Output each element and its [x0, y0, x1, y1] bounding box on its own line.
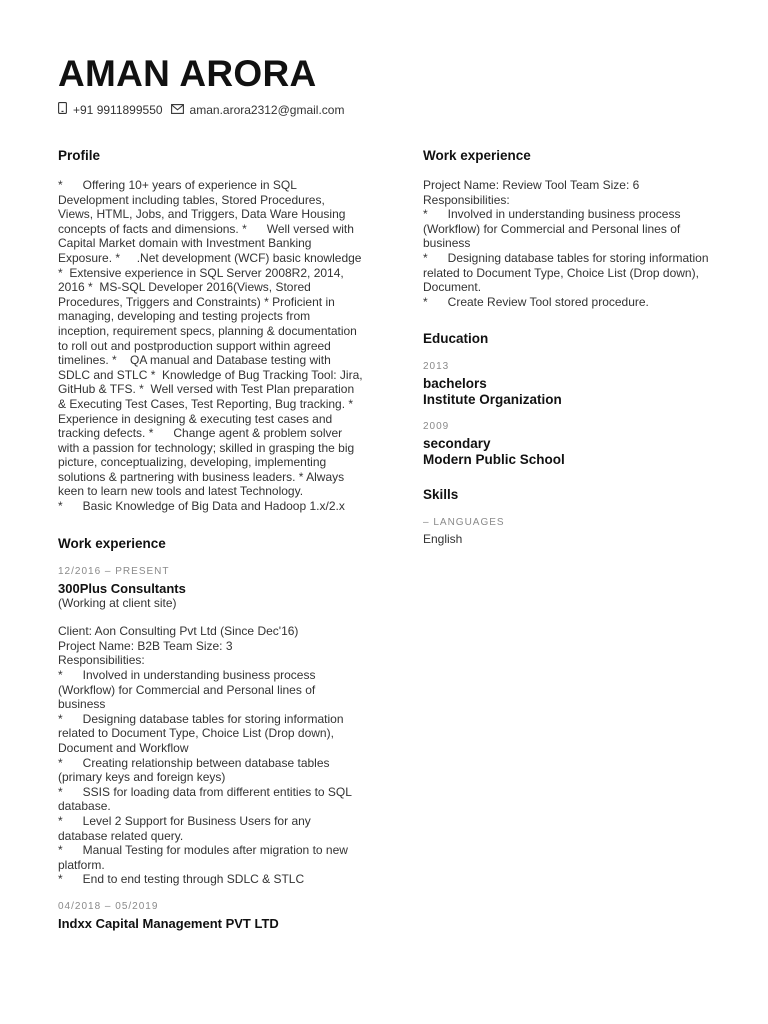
job-entry [58, 901, 363, 931]
job-subtitle: (Working at client site) [58, 595, 177, 610]
phone-number[interactable]: +91 9911899550 [73, 102, 163, 117]
education-year: 2009 [423, 421, 450, 433]
education-degree: bachelors [423, 376, 487, 392]
education-degree: secondary [423, 436, 491, 452]
education-school: Modern Public School [423, 451, 565, 467]
work-experience-heading: Work experience [58, 535, 166, 551]
skills-category: – LANGUAGES [423, 517, 505, 529]
mail-icon [171, 103, 184, 118]
job-entry [58, 566, 363, 887]
job-dates: 04/2018 – 05/2019 [58, 900, 159, 912]
skills-value: English [423, 532, 463, 547]
skills-heading: Skills [423, 487, 459, 503]
candidate-name: AMAN ARORA [58, 53, 317, 94]
email-item [171, 103, 345, 118]
education-year: 2013 [423, 361, 450, 373]
email-address[interactable]: aman.arora2312@gmail.com [189, 102, 345, 117]
education-heading: Education [423, 331, 489, 347]
work-experience-continued-heading: Work experience [423, 148, 531, 163]
phone-item [58, 102, 163, 118]
right-column [423, 148, 723, 547]
job-company: 300Plus Consultants [58, 580, 186, 596]
profile-text: * Offering 10+ years of experience in SQL Development including tables, Stored Procedures, Views, HTML, Jobs, and Triggers, Data Ware Housing concepts of facts and dimensions. * Well versed with Capital Market domain with Investment Banking Exposure. * .Net development (WCF) basic knowledge * Extensive experience in SQL Server 2008R2, 2014, 2016 * MS-SQL Developer 2016(Views, Stored Procedures, Triggers and Constraints) * Proficient in managing, developing and testing projects from inception, requirement specs, planning & documentation to roll out and postproduction support within agreed timelines. * QA manual and Database testing with SDLC and STLC * Knowledge of Bug Tracking Tool: Jira, GitHub & TFS. * Well versed with Test Plan preparation & Executing Test Cases, Test Reporting, Bug tracking. * Experience in designing & executing test cases and tracking defects. * Change agent & problem solver with a passion for technology; skilled in grasping the big picture, conceptualizing, developing, implementing solutions & partnering with business leaders. * Always keen to learn new tools and latest Technology. * Basic Knowledge of Big Data and Hadoop 1.x/2.x [58, 178, 363, 514]
left-column [58, 148, 363, 945]
phone-icon [58, 102, 67, 118]
education-school: Institute Organization [423, 391, 562, 407]
job-description: Client: Aon Consulting Pvt Ltd (Since Dec'16) Project Name: B2B Team Size: 3 Responsibilities: * Involved in understanding business process (Workflow) for Commercial and Personal lines of business * Designing database tables for storing information related to Document Type, Choice List (Drop down), Document and Workflow * Creating relationship between database tables (primary keys and foreign keys) * SSIS for loading data from different entities to SQL database. * Level 2 Support for Business Users for any database related query. * Manual Testing for modules after migration to new platform. * End to end testing through SDLC & STLC [58, 624, 352, 887]
job-company: Indxx Capital Management PVT LTD [58, 915, 279, 931]
education-entry [423, 361, 723, 407]
profile-heading: Profile [58, 148, 101, 163]
job-dates: 12/2016 – PRESENT [58, 565, 170, 577]
work-continued-description: Project Name: Review Tool Team Size: 6 Responsibilities: * Involved in understanding business process (Workflow) for Commercial and Personal lines of business * Designing database tables for storing information related to Document Type, Choice List (Drop down), Document. * Create Review Tool stored procedure. [423, 178, 709, 309]
education-entry [423, 421, 723, 467]
contact-info [58, 102, 352, 118]
